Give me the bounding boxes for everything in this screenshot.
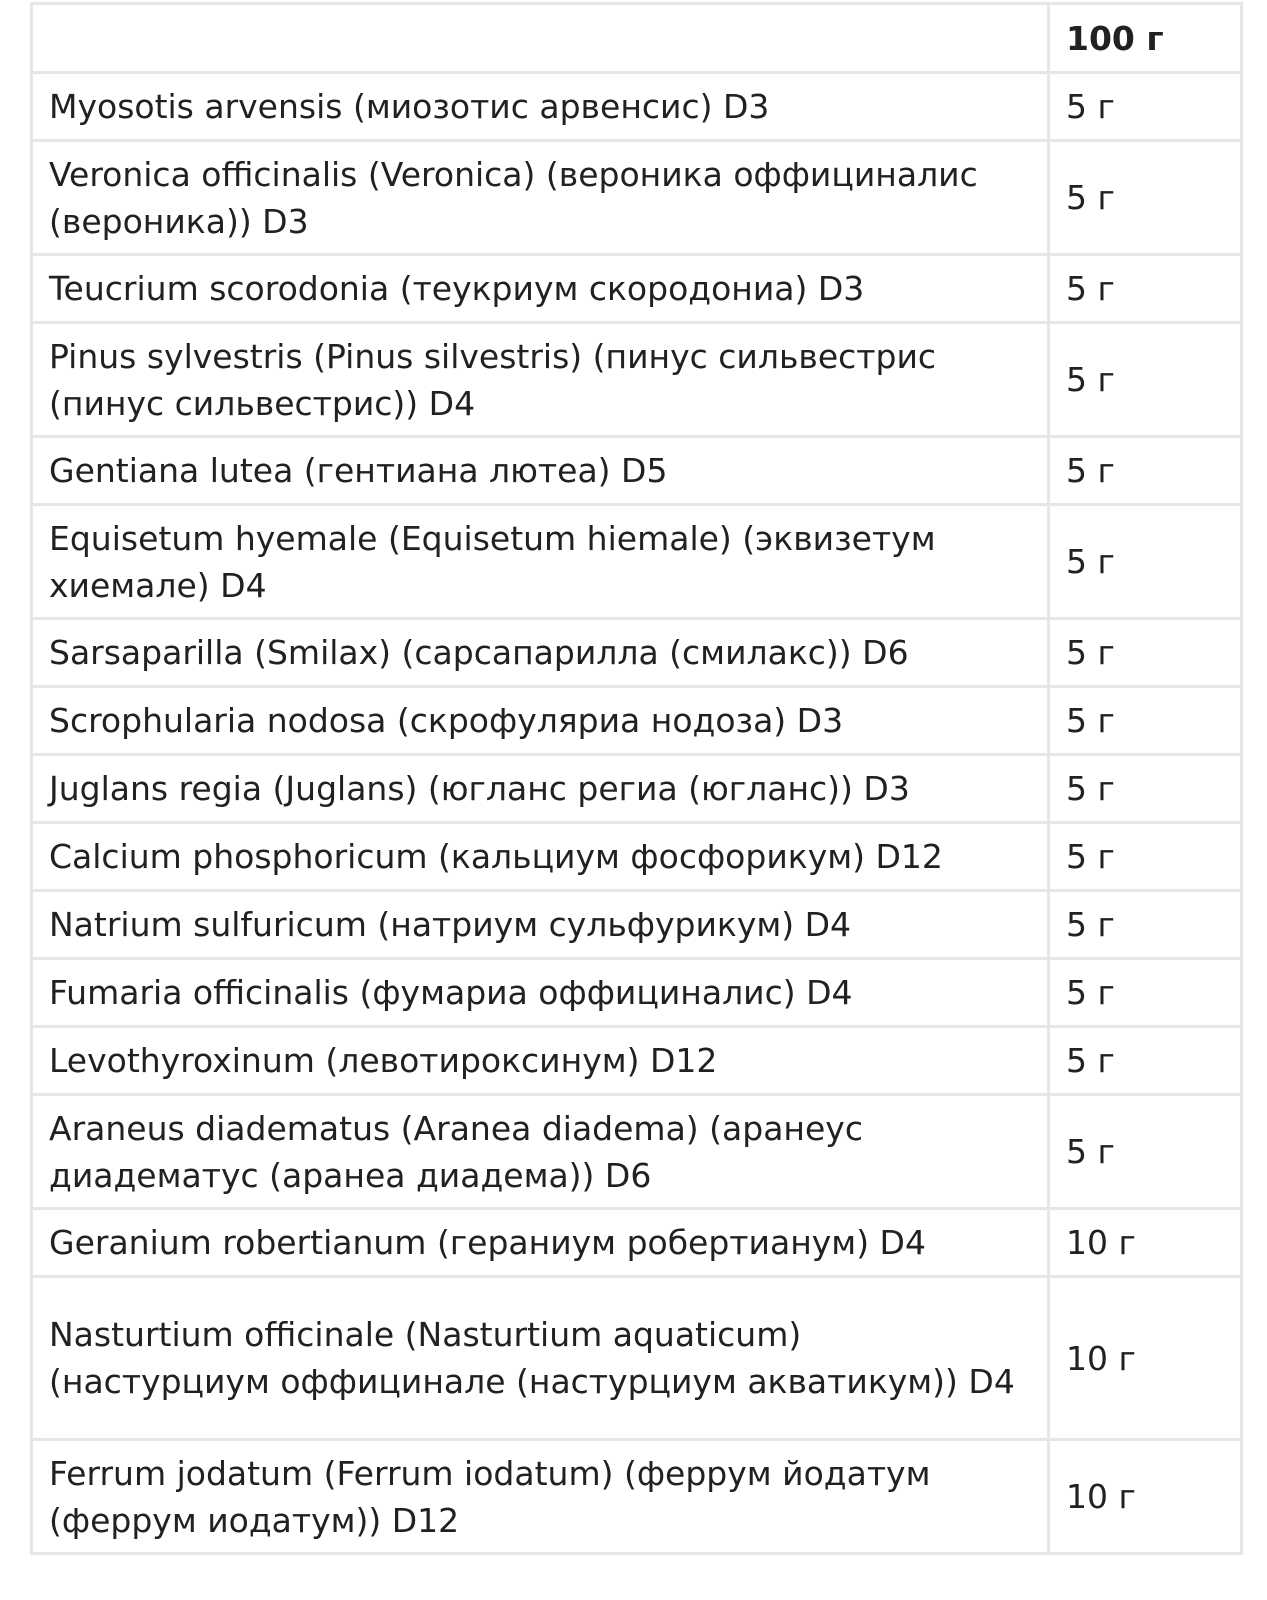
table-row: [32, 687, 1242, 755]
ingredient-name: Pinus sylvestris (Pinus silvestris) (пинус сильвестрис (пинус сильвестрис)) D4: [32, 323, 1049, 437]
ingredient-amount: 5 г: [1049, 823, 1242, 891]
ingredient-name: Geranium robertianum (гераниум робертианум) D4: [32, 1209, 1049, 1277]
table-row: [32, 1095, 1242, 1209]
table-row: [32, 891, 1242, 959]
table-row: [32, 755, 1242, 823]
table-row: [32, 73, 1242, 141]
ingredient-name: Calcium phosphoricum (кальциум фосфорикум) D12: [32, 823, 1049, 891]
ingredient-name: Veronica officinalis (Veronica) (вероника оффициналис (вероника)) D3: [32, 141, 1049, 255]
ingredient-name: Fumaria officinalis (фумариа оффициналис) D4: [32, 959, 1049, 1027]
header-amount: 100 г: [1049, 4, 1242, 73]
ingredient-amount: 5 г: [1049, 891, 1242, 959]
ingredient-amount: 5 г: [1049, 73, 1242, 141]
ingredient-name: Ferrum jodatum (Ferrum iodatum) (феррум йодатум (феррум иодатум)) D12: [32, 1440, 1049, 1554]
ingredient-amount: 5 г: [1049, 755, 1242, 823]
table-row: [32, 1209, 1242, 1277]
ingredient-name: Levothyroxinum (левотироксинум) D12: [32, 1027, 1049, 1095]
table-row: [32, 323, 1242, 437]
table-header-row: [32, 4, 1242, 73]
table-row: [32, 1277, 1242, 1440]
table-row: [32, 141, 1242, 255]
ingredient-name: Nasturtium officinale (Nasturtium aquaticum) (настурциум оффицинале (настурциум акватикум)) D4: [32, 1277, 1049, 1440]
ingredient-amount: 5 г: [1049, 437, 1242, 505]
composition-sheet: [30, 2, 1240, 1555]
ingredient-amount: 10 г: [1049, 1440, 1242, 1554]
ingredient-amount: 10 г: [1049, 1209, 1242, 1277]
header-ingredient: [32, 4, 1049, 73]
ingredient-name: Araneus diadematus (Aranea diadema) (аранеус диадематус (аранеа диадема)) D6: [32, 1095, 1049, 1209]
ingredient-name: Gentiana lutea (гентиана лютеа) D5: [32, 437, 1049, 505]
table-row: [32, 619, 1242, 687]
table-row: [32, 255, 1242, 323]
ingredient-amount: 5 г: [1049, 687, 1242, 755]
ingredient-amount: 5 г: [1049, 1027, 1242, 1095]
ingredient-name: Teucrium scorodonia (теукриум скородониа) D3: [32, 255, 1049, 323]
table-row: [32, 505, 1242, 619]
ingredient-name: Sarsaparilla (Smilax) (сарсапарилла (смилакс)) D6: [32, 619, 1049, 687]
ingredient-amount: 5 г: [1049, 619, 1242, 687]
ingredient-name: Equisetum hyemale (Equisetum hiemale) (эквизетум хиемале) D4: [32, 505, 1049, 619]
ingredient-name: Natrium sulfuricum (натриум сульфурикум) D4: [32, 891, 1049, 959]
table-row: [32, 1440, 1242, 1554]
ingredient-amount: 5 г: [1049, 1095, 1242, 1209]
ingredient-amount: 5 г: [1049, 323, 1242, 437]
ingredient-amount: 5 г: [1049, 505, 1242, 619]
ingredient-name: Myosotis arvensis (миозотис арвенсис) D3: [32, 73, 1049, 141]
ingredient-name: Juglans regia (Juglans) (югланс региа (югланс)) D3: [32, 755, 1049, 823]
table-row: [32, 959, 1242, 1027]
ingredient-amount: 5 г: [1049, 141, 1242, 255]
table-row: [32, 1027, 1242, 1095]
table-row: [32, 437, 1242, 505]
composition-table: [30, 2, 1243, 1555]
ingredient-amount: 10 г: [1049, 1277, 1242, 1440]
table-row: [32, 823, 1242, 891]
ingredient-amount: 5 г: [1049, 255, 1242, 323]
ingredient-name: Scrophularia nodosa (скрофуляриа нодоза) D3: [32, 687, 1049, 755]
ingredient-amount: 5 г: [1049, 959, 1242, 1027]
